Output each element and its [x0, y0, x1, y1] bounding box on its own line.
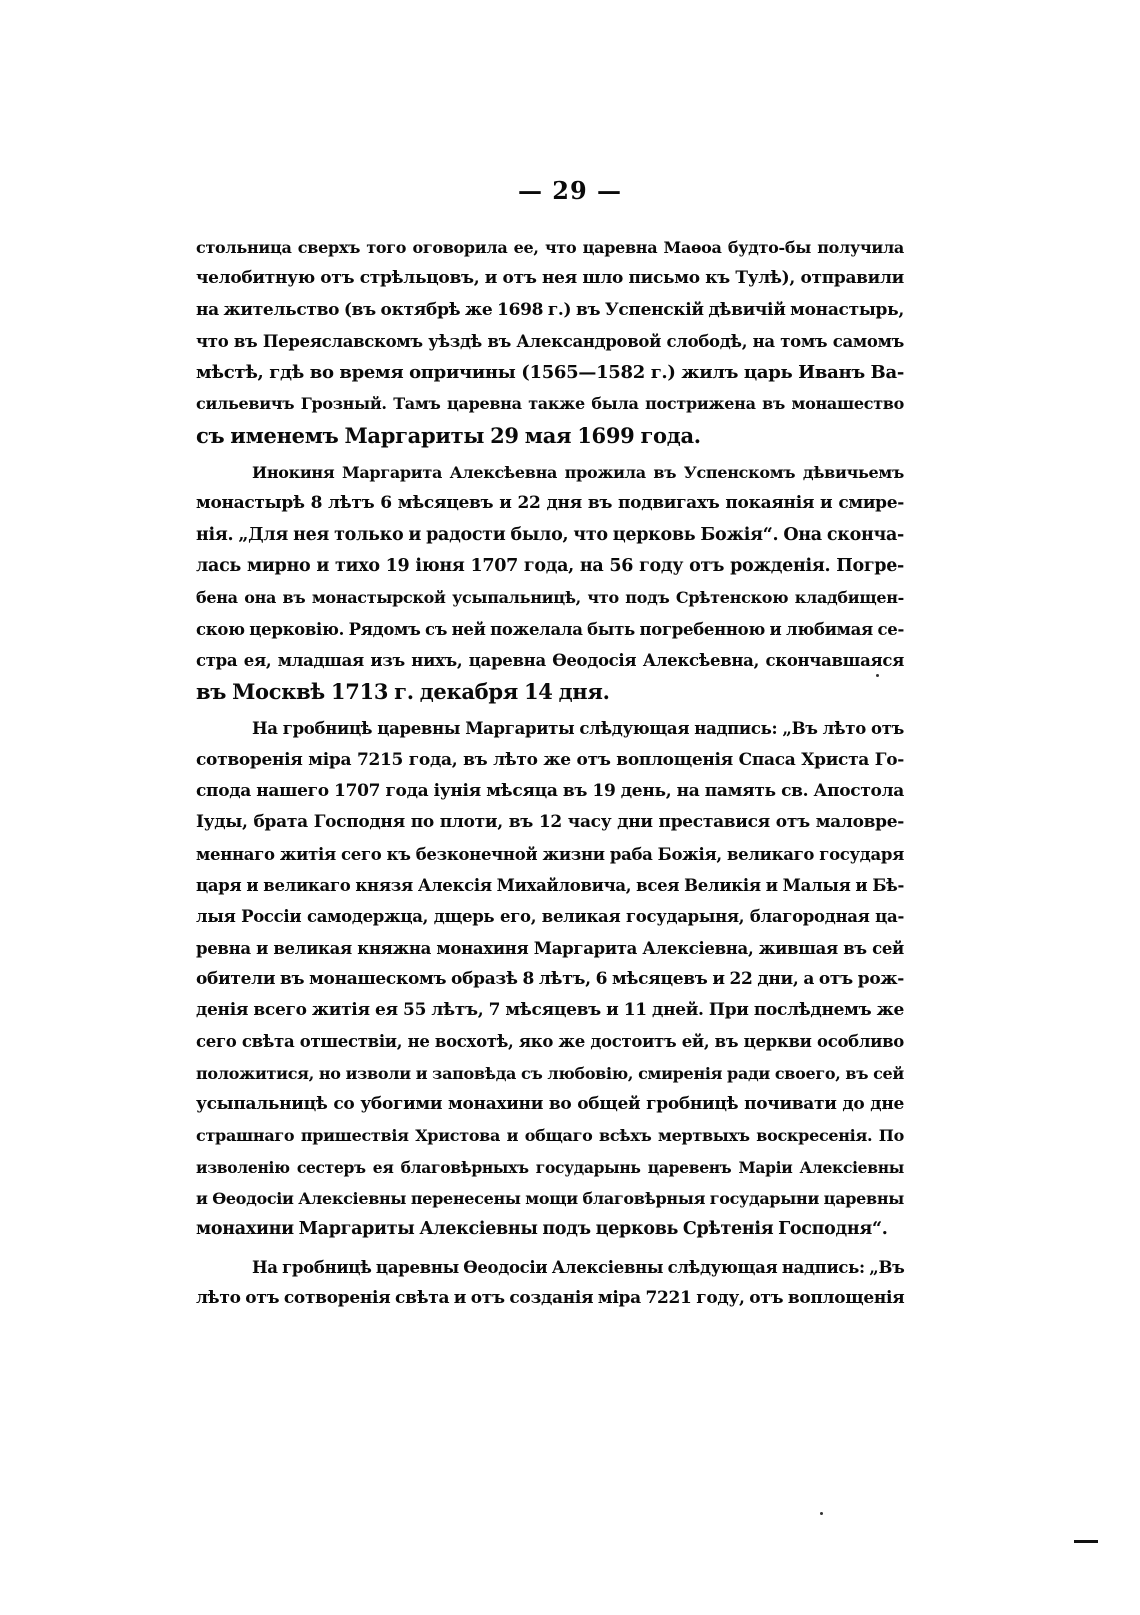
text-line: страшнаго пришествія Христова и общаго всѣхъ мертвыхъ воскресенія. По [196, 1126, 904, 1146]
text-line: челобитную отъ стрѣльцовъ, и отъ нея шло письмо къ Тулѣ), отправили [196, 268, 904, 289]
text-line: Іуды, брата Господня по плоти, въ 12 часу дни преставися отъ маловре- [196, 812, 904, 833]
text-line: на жительство (въ октябрѣ же 1698 г.) въ Успенскій дѣвичій монастырь, [196, 299, 904, 320]
text-line: мѣстѣ, гдѣ во время опричины (1565—1582 г.) жилъ царь Иванъ Ва- [196, 362, 904, 384]
text-line: Инокиня Маргарита Алексѣевна прожила въ Успенскомъ дѣвичьемъ [252, 463, 904, 483]
text-line: въ Москвѣ 1713 г. декабря 14 дня. [196, 679, 610, 705]
paragraph [196, 457, 904, 707]
text-line: стра ея, младшая изъ нихъ, царевна Ѳеодосія Алексѣевна, скончавшаяся [196, 650, 904, 670]
text-line: ревна и великая княжна монахиня Маргарита Алексіевна, жившая въ сей [196, 938, 904, 958]
margin-mark [1074, 1540, 1098, 1543]
text-line: скою церковію. Рядомъ съ ней пожелала быть погребенною и любимая се- [196, 619, 904, 639]
text-line: обители въ монашескомъ образѣ 8 лѣтъ, 6 мѣсяцевъ и 22 дни, а отъ рож- [196, 968, 904, 989]
print-speck [820, 1512, 823, 1515]
text-line: усыпальницѣ со убогими монахини во общей гробницѣ почивати до дне [196, 1094, 904, 1115]
text-line: лыя Россіи самодержца, дщерь его, великая государыня, благородная ца- [196, 907, 904, 927]
text-line: На гробницѣ царевны Ѳеодосіи Алексіевны слѣдующая надпись: „Въ [252, 1257, 905, 1277]
text-line: изволенію сестеръ ея благовѣрныхъ государынь царевенъ Маріи Алексіевны [196, 1157, 904, 1177]
text-line: сего свѣта отшествіи, не восхотѣ, яко же достоитъ ей, въ церкви особливо [196, 1032, 904, 1052]
text-line: монахини Маргариты Алексіевны подъ церковь Срѣтенія Господня“. [196, 1219, 888, 1240]
text-line: что въ Переяславскомъ уѣздѣ въ Александровой слободѣ, на томъ самомъ [196, 331, 904, 351]
text-line: монастырѣ 8 лѣтъ 6 мѣсяцевъ и 22 дня въ подвигахъ покаянія и смире- [196, 493, 904, 514]
paragraph [196, 232, 904, 451]
text-line: нія. „Для нея только и радости было, что церковь Божія“. Она сконча- [196, 524, 904, 545]
text-line: сильевичъ Грозный. Тамъ царевна также была пострижена въ монашество [196, 394, 904, 414]
text-line: бена она въ монастырской усыпальницѣ, что подъ Срѣтенскою кладбищен- [196, 588, 904, 608]
text-line: меннаго житія сего къ безконечной жизни раба Божія, великаго государя [196, 844, 904, 864]
text-line: сотворенія міра 7215 года, въ лѣто же отъ воплощенія Спаса Христа Го- [196, 749, 904, 770]
page-number: — 29 — [517, 176, 623, 205]
text-line: лась мирно и тихо 19 іюня 1707 года, на 56 году отъ рожденія. Погре- [196, 555, 904, 576]
text-line: На гробницѣ царевны Маргариты слѣдующая надпись: „Въ лѣто отъ [252, 719, 904, 739]
print-speck [876, 674, 879, 677]
text-line: денія всего житія ея 55 лѣтъ, 7 мѣсяцевъ и 11 дней. При послѣднемъ же [196, 1000, 904, 1021]
text-line: съ именемъ Маргариты 29 мая 1699 года. [196, 422, 701, 448]
paragraph [196, 1252, 904, 1315]
text-line: стольница сверхъ того оговорила ее, что царевна Маѳоа будто-бы получила [196, 238, 904, 257]
text-line: и Ѳеодосіи Алексіевны перенесены мощи благовѣрныя государыни царевны [196, 1188, 904, 1208]
text-line: спода нашего 1707 года іунія мѣсяца въ 19 день, на память св. Апостола [196, 781, 904, 802]
text-line: положитися, но изволи и заповѣда съ любовію, смиренія ради своего, въ сей [196, 1063, 904, 1083]
text-line: царя и великаго князя Алексія Михайловича, всея Великія и Малыя и Бѣ- [196, 875, 904, 895]
paragraph [196, 713, 904, 1245]
body-text [196, 232, 904, 1314]
text-line: лѣто отъ сотворенія свѣта и отъ созданія міра 7221 году, отъ воплощенія [196, 1287, 905, 1308]
